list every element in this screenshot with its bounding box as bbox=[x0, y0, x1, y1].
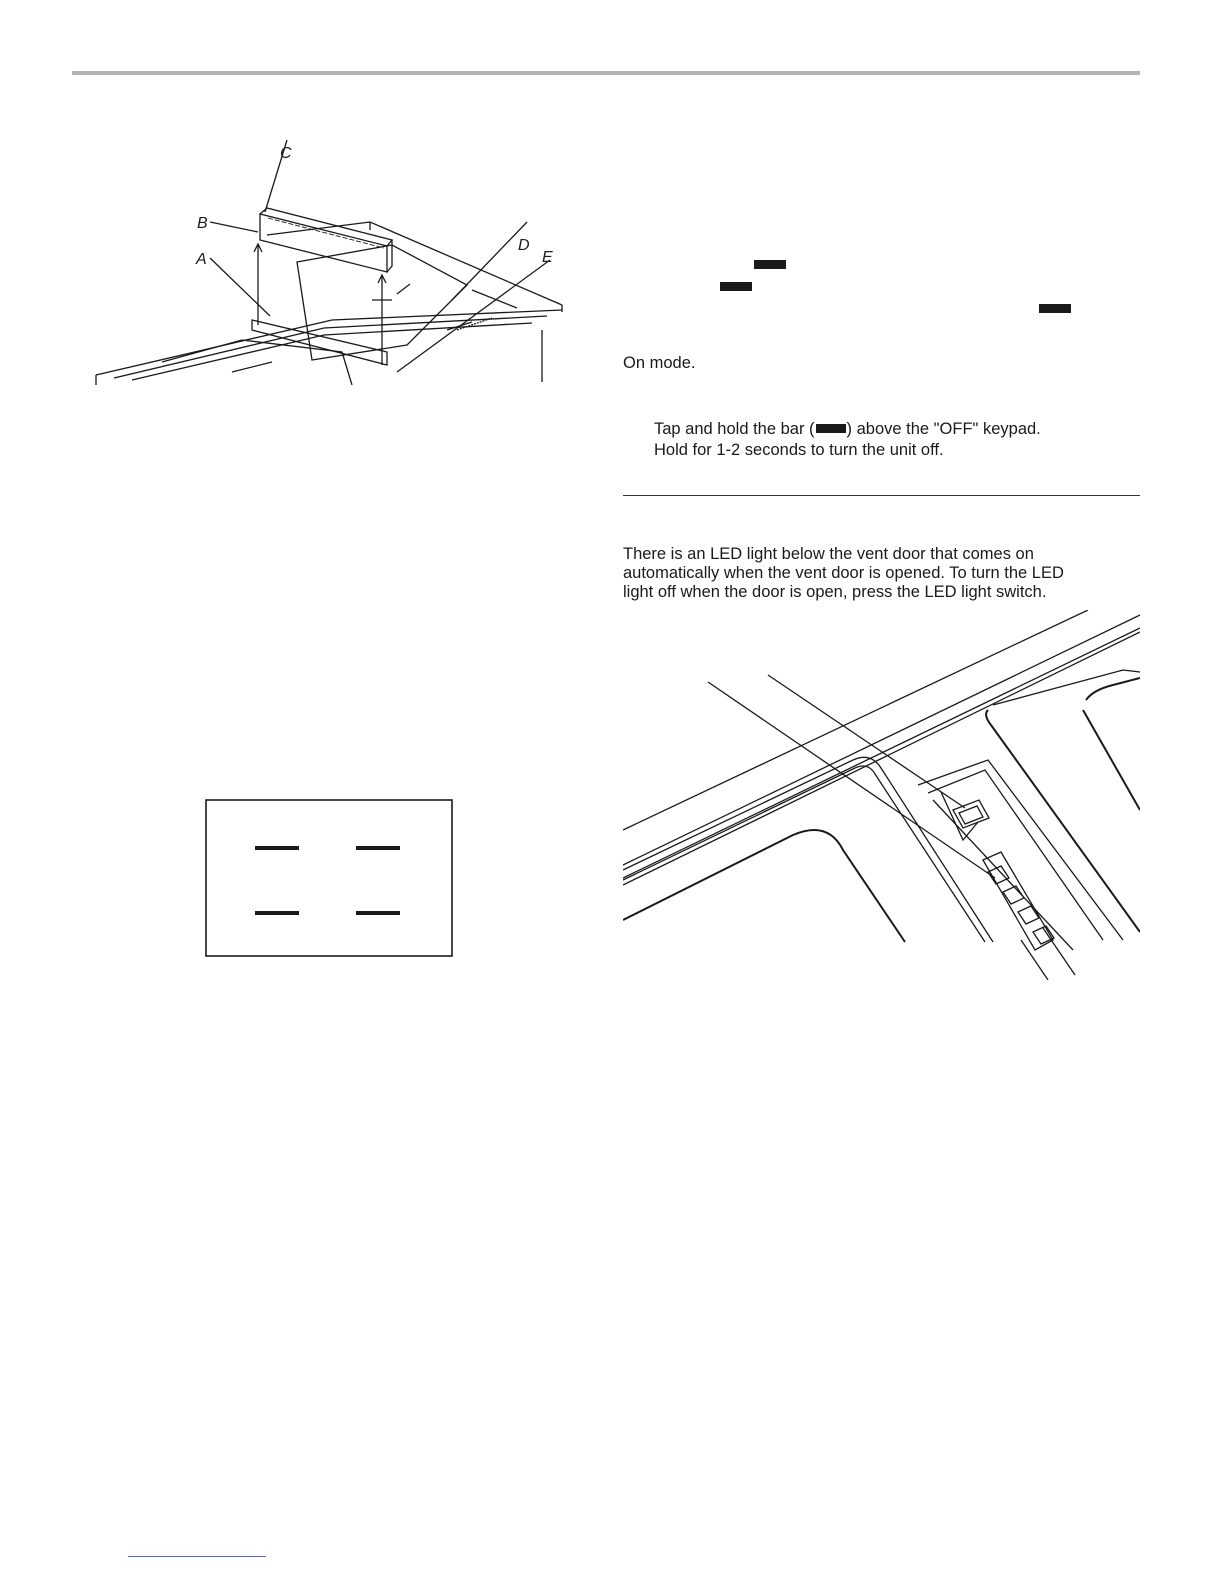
label-d: D bbox=[518, 237, 530, 254]
label-e: E bbox=[542, 249, 553, 266]
keypad-bar bbox=[356, 846, 400, 850]
section-divider bbox=[623, 495, 1140, 496]
footer-link-underline[interactable] bbox=[128, 1556, 266, 1557]
led-light-description bbox=[623, 545, 1140, 602]
turn-off-instructions bbox=[654, 419, 1041, 461]
bar-icon bbox=[816, 424, 846, 433]
led-line-2: automatically when the vent door is opened. To turn the LED bbox=[623, 564, 1064, 582]
keypad-panel bbox=[206, 800, 452, 956]
downdraft-vent-diagram bbox=[92, 140, 572, 385]
off-step-line1-before: Tap and hold the bar ( bbox=[654, 420, 815, 438]
keypad-bar bbox=[255, 911, 299, 915]
keypad-bar bbox=[356, 911, 400, 915]
label-c: C bbox=[280, 145, 292, 162]
led-line-1: There is an LED light below the vent door that comes on bbox=[623, 545, 1034, 563]
bar-icon bbox=[720, 282, 752, 291]
led-light-switch-diagram bbox=[623, 610, 1140, 980]
off-step-line1-after: ) above the "OFF" keypad. bbox=[846, 420, 1041, 438]
off-step-line2: Hold for 1-2 seconds to turn the unit off. bbox=[654, 441, 944, 459]
label-a: A bbox=[196, 251, 207, 268]
led-line-3: light off when the door is open, press the LED light switch. bbox=[623, 583, 1047, 601]
keypad-illustration bbox=[200, 795, 460, 960]
label-b: B bbox=[197, 215, 208, 232]
bar-icon bbox=[1039, 304, 1071, 313]
keypad-bar bbox=[255, 846, 299, 850]
on-mode-text: On mode. bbox=[623, 354, 696, 372]
bar-icon bbox=[754, 260, 786, 269]
header-rule bbox=[72, 71, 1140, 75]
